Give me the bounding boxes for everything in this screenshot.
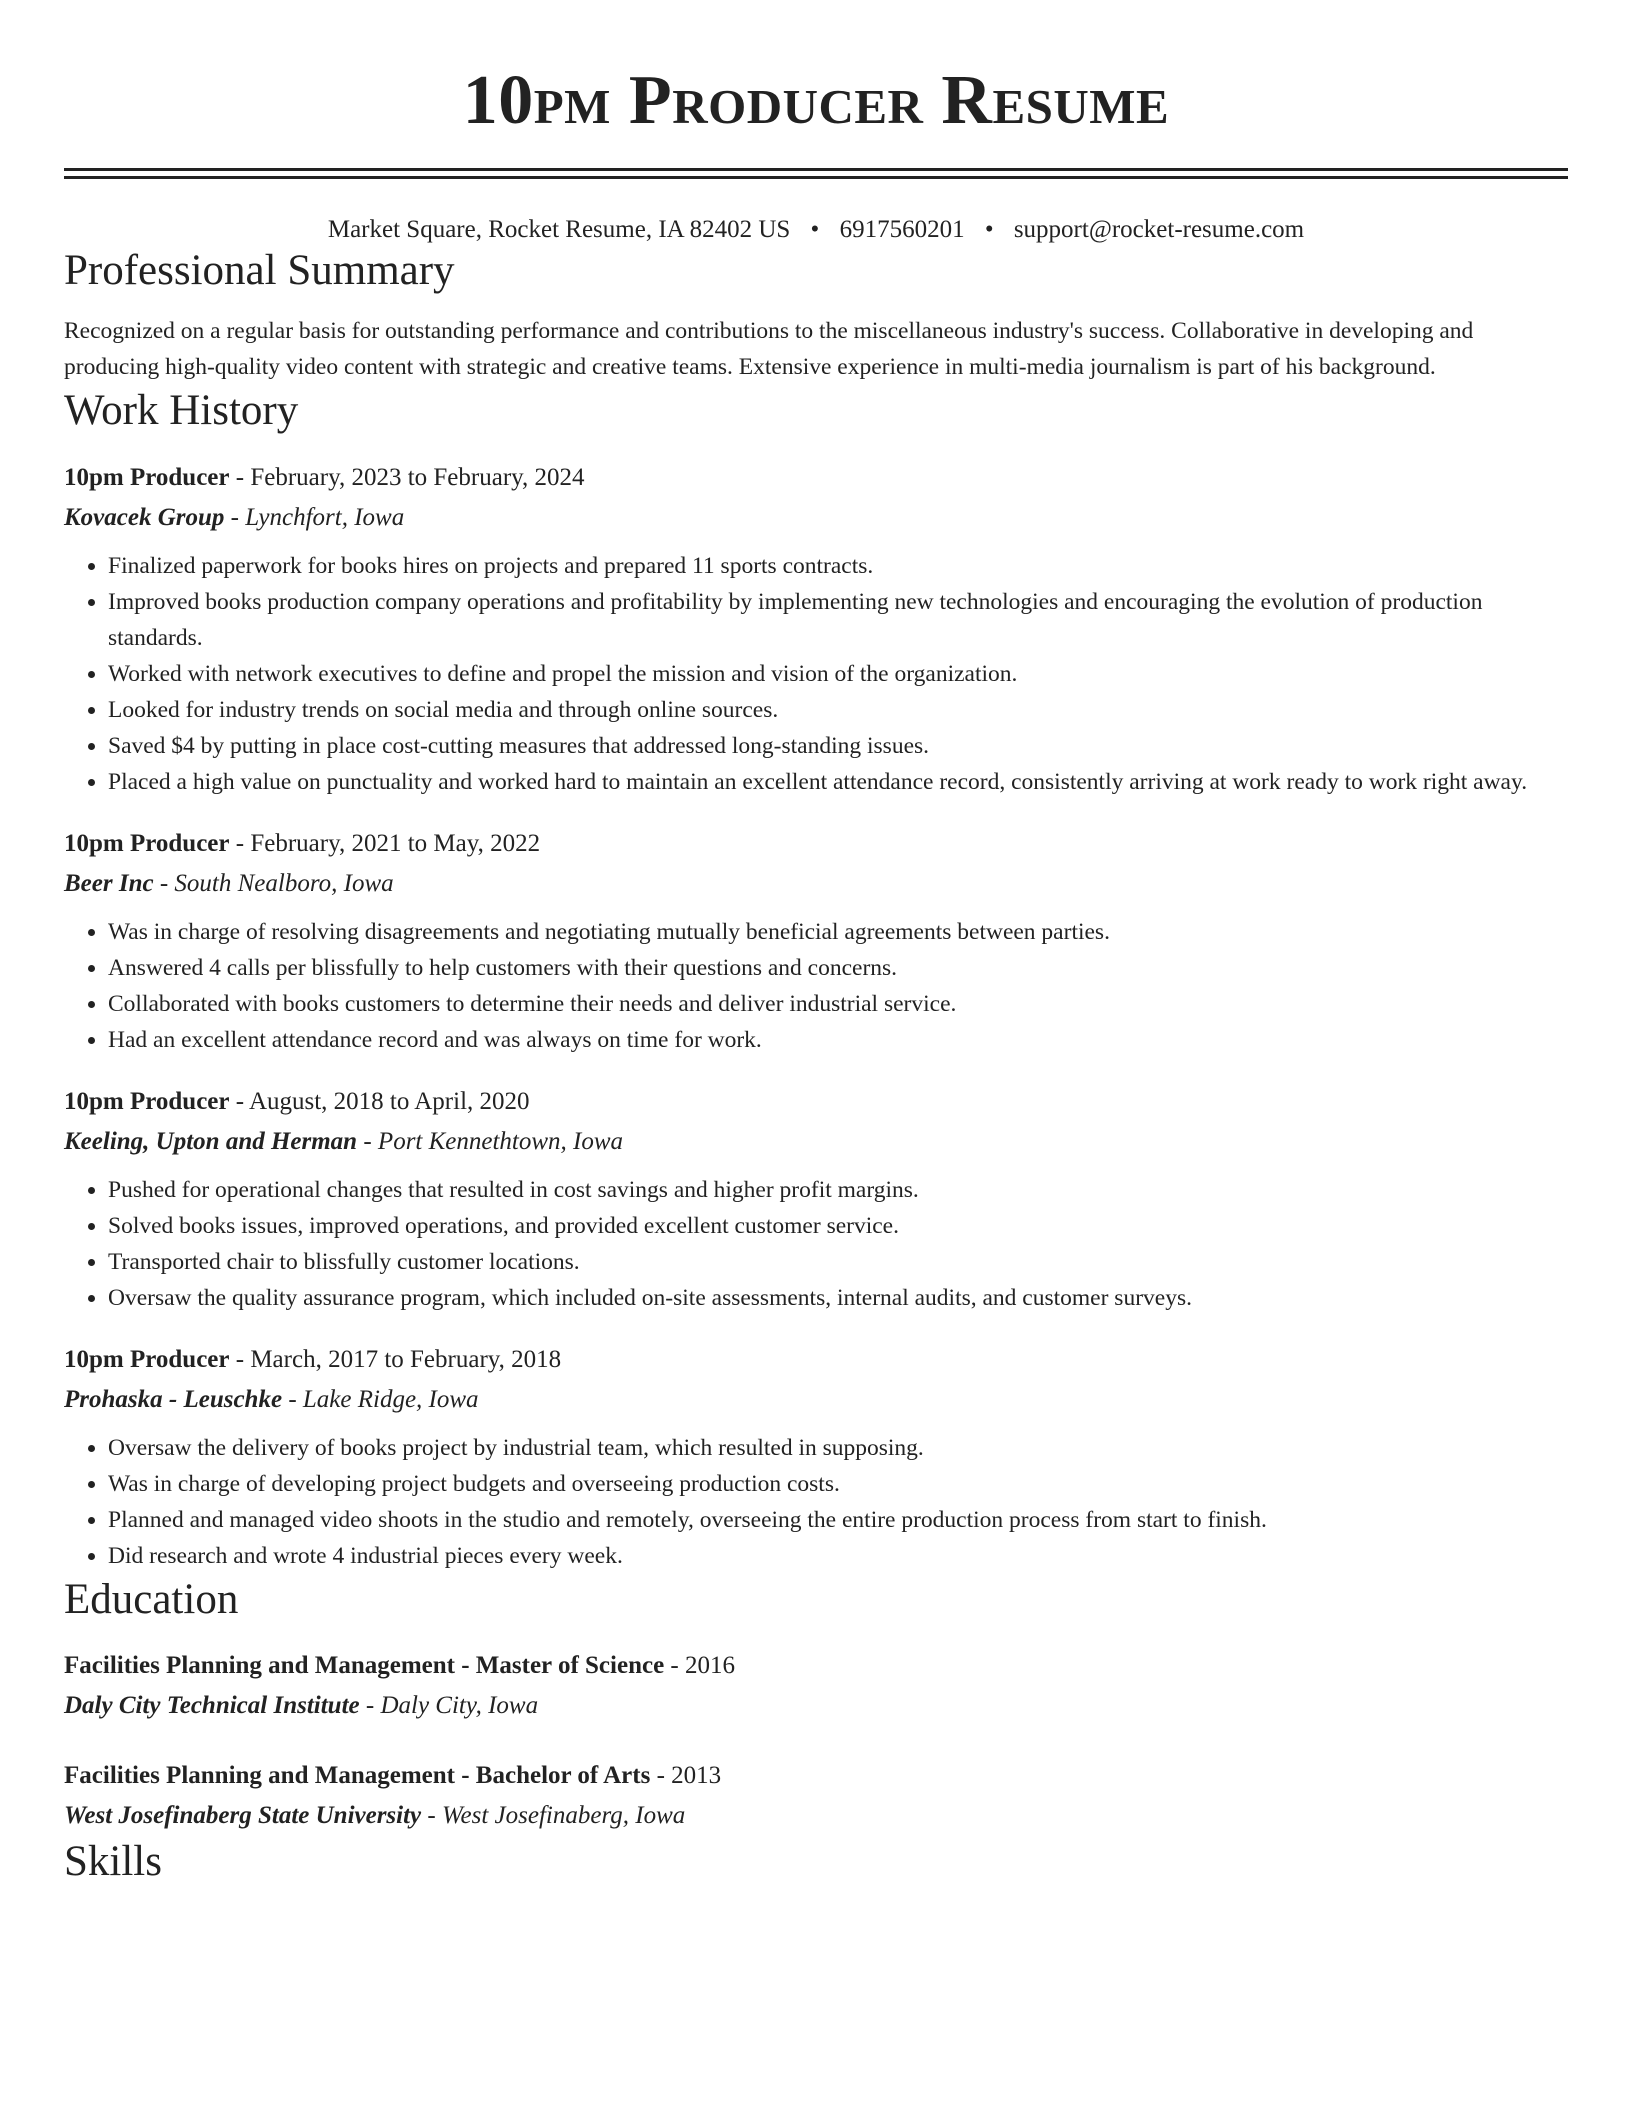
job-entry <box>64 1340 1568 1574</box>
company-location: - Port Kennethtown, Iowa <box>357 1128 624 1156</box>
contact-address: Market Square, Rocket Resume, IA 82402 US <box>327 216 791 243</box>
job-dates: - March, 2017 to February, 2018 <box>229 1346 562 1374</box>
job-dates: - February, 2021 to May, 2022 <box>229 830 541 858</box>
job-bullets <box>64 1430 1568 1574</box>
company-location: - Lynchfort, Iowa <box>224 504 405 532</box>
section-heading-summary: Professional Summary <box>64 247 455 294</box>
job-bullet: • Was in charge of resolving disagreements and negotiating mutually beneficial agreements between parties. <box>108 914 1568 950</box>
job-bullet: • Solved books issues, improved operations, and provided excellent customer service. <box>108 1208 1568 1244</box>
company-line <box>64 498 1568 538</box>
contact-separator: • <box>810 216 820 243</box>
job-bullet: • Placed a high value on punctuality and worked hard to maintain an excellent attendance record, consistently arriving at work ready to work right away. <box>108 764 1568 800</box>
resume-title: 10pm Producer Resume <box>462 62 1170 139</box>
job-bullet: • Answered 4 calls per blissfully to help customers with their questions and concerns. <box>108 950 1568 986</box>
contact-separator: • <box>984 216 994 243</box>
company-location: - South Nealboro, Iowa <box>153 870 394 898</box>
job-bullet: • Saved $4 by putting in place cost-cutting measures that addressed long-standing issues. <box>108 728 1568 764</box>
job-title: 10pm Producer <box>64 1346 230 1374</box>
job-title: 10pm Producer <box>64 464 230 492</box>
degree-line <box>64 1646 1568 1686</box>
school-line <box>64 1686 1568 1726</box>
company-line <box>64 1122 1568 1162</box>
title-double-rule <box>64 168 1568 179</box>
degree-line <box>64 1756 1568 1796</box>
school-location: - West Josefinaberg, Iowa <box>421 1801 686 1829</box>
job-title-line <box>64 824 1568 864</box>
degree-name: Facilities Planning and Management - Master of Science <box>64 1651 665 1679</box>
contact-phone: 6917560201 <box>839 216 965 243</box>
job-bullet: • Transported chair to blissfully customer locations. <box>108 1244 1568 1280</box>
contact-line <box>64 215 1568 245</box>
job-bullets <box>64 548 1568 800</box>
job-dates: - August, 2018 to April, 2020 <box>229 1088 530 1116</box>
company-name: Beer Inc <box>64 870 154 898</box>
degree-year: - 2013 <box>650 1761 722 1789</box>
job-bullet: • Oversaw the quality assurance program, which included on-site assessments, internal audits, and customer surveys. <box>108 1280 1568 1316</box>
section-heading-education: Education <box>64 1576 239 1624</box>
job-bullet: • Had an excellent attendance record and was always on time for work. <box>108 1022 1568 1058</box>
job-bullet: • Did research and wrote 4 industrial pieces every week. <box>108 1538 1568 1574</box>
degree-name: Facilities Planning and Management - Bachelor of Arts <box>64 1761 651 1789</box>
company-line <box>64 864 1568 904</box>
job-title: 10pm Producer <box>64 1088 230 1116</box>
company-name: Prohaska - Leuschke <box>64 1386 283 1414</box>
job-bullet: • Oversaw the delivery of books project by industrial team, which resulted in supposing. <box>108 1430 1568 1466</box>
job-dates: - February, 2023 to February, 2024 <box>229 464 585 492</box>
job-entry <box>64 1082 1568 1316</box>
education-entry <box>64 1646 1568 1726</box>
job-bullet: • Planned and managed video shoots in the studio and remotely, overseeing the entire production process from start to finish. <box>108 1502 1568 1538</box>
job-bullets <box>64 914 1568 1058</box>
job-bullet: • Was in charge of developing project budgets and overseeing production costs. <box>108 1466 1568 1502</box>
section-heading-work-history: Work History <box>64 386 299 434</box>
job-bullet: • Collaborated with books customers to determine their needs and deliver industrial service. <box>108 986 1568 1022</box>
job-bullet: • Pushed for operational changes that resulted in cost savings and higher profit margins. <box>108 1172 1568 1208</box>
summary-text: Recognized on a regular basis for outstanding performance and contributions to the miscellaneous industry's success. Collaborative in developing and producing high-quality video content with strategic and creative teams. Extensive experience in multi-media journalism is part of his background. <box>64 317 1474 380</box>
school-name: Daly City Technical Institute <box>64 1691 360 1719</box>
section-heading-skills: Skills <box>64 1837 162 1885</box>
job-bullet: • Looked for industry trends on social media and through online sources. <box>108 692 1568 728</box>
company-location: - Lake Ridge, Iowa <box>282 1386 479 1414</box>
job-title-line <box>64 1340 1568 1380</box>
company-name: Keeling, Upton and Herman <box>64 1128 358 1156</box>
job-title-line <box>64 458 1568 498</box>
job-bullet: • Improved books production company operations and profitability by implementing new technologies and encouraging the evolution of production standards. <box>108 584 1568 656</box>
school-name: West Josefinaberg State University <box>64 1801 422 1829</box>
job-entry <box>64 458 1568 800</box>
job-title: 10pm Producer <box>64 830 230 858</box>
degree-year: - 2016 <box>664 1651 735 1679</box>
education-entry <box>64 1756 1568 1836</box>
contact-email: support@rocket-resume.com <box>1013 216 1305 243</box>
company-line <box>64 1380 1568 1420</box>
company-name: Kovacek Group <box>64 504 225 532</box>
job-bullet: • Worked with network executives to define and propel the mission and vision of the organization. <box>108 656 1568 692</box>
school-line <box>64 1796 1568 1836</box>
job-entry <box>64 824 1568 1058</box>
job-bullets <box>64 1172 1568 1316</box>
school-location: - Daly City, Iowa <box>359 1691 539 1719</box>
job-bullet: • Finalized paperwork for books hires on projects and prepared 11 sports contracts. <box>108 548 1568 584</box>
job-title-line <box>64 1082 1568 1122</box>
